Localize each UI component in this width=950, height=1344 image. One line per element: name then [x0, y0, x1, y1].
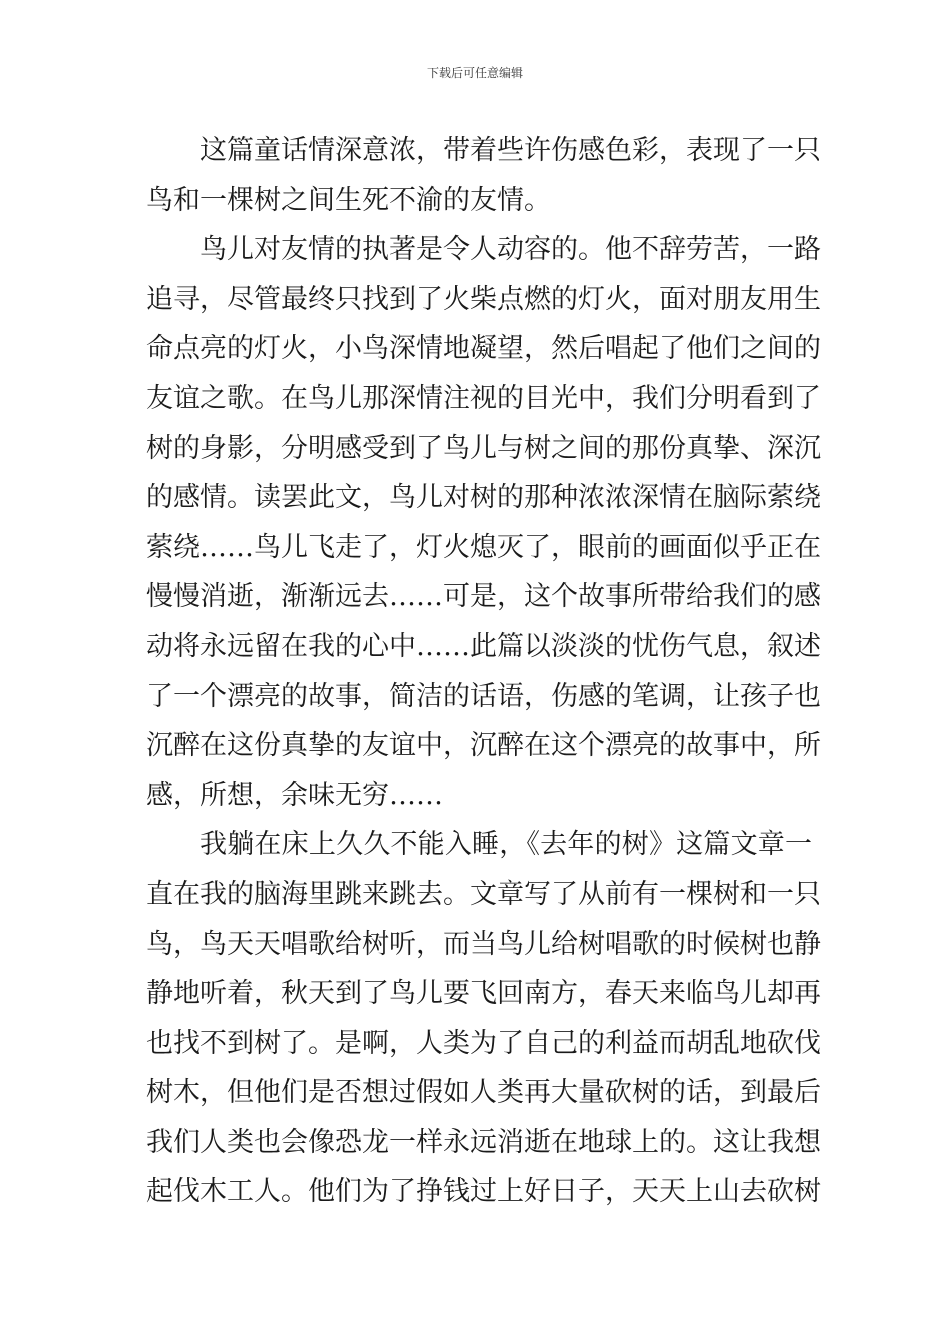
- page-header: 下载后可任意编辑: [426, 66, 523, 80]
- text-line: 树的身影，分明感受到了鸟儿与树之间的那份真挚、深沉: [146, 432, 821, 464]
- text-line: 友谊之歌。在鸟儿那深情注视的目光中，我们分明看到了: [146, 382, 821, 414]
- text-line: 鸟，鸟天天唱歌给树听，而当鸟儿给树唱歌的时候树也静: [146, 928, 821, 960]
- text-line: 萦绕……鸟儿飞走了，灯火熄灭了，眼前的画面似乎正在: [146, 531, 821, 563]
- text-line: 静地听着，秋天到了鸟儿要飞回南方，春天来临鸟儿却再: [146, 978, 821, 1010]
- text-line: 慢慢消逝，渐渐远去……可是，这个故事所带给我们的感: [146, 581, 821, 613]
- text-line: 树木，但他们是否想过假如人类再大量砍树的话，到最后: [146, 1077, 821, 1109]
- text-line: 起伐木工人。他们为了挣钱过上好日子，天天上山去砍树: [146, 1176, 821, 1208]
- paragraph-2: [146, 225, 821, 820]
- text-line: 直在我的脑海里跳来跳去。文章写了从前有一棵树和一只: [146, 878, 821, 910]
- document-body: [146, 126, 821, 1217]
- text-line: 了一个漂亮的故事，简洁的话语，伤感的笔调，让孩子也: [146, 680, 821, 712]
- text-line: 追寻，尽管最终只找到了火柴点燃的灯火，面对朋友用生: [146, 283, 821, 315]
- text-line: 感，所想，余味无穷……: [146, 779, 443, 811]
- text-line: 动将永远留在我的心中……此篇以淡淡的忧伤气息，叙述: [146, 630, 821, 662]
- text-line: 鸟儿对友情的执著是令人动容的。他不辞劳苦，一路: [200, 234, 821, 266]
- text-line: 鸟和一棵树之间生死不渝的友情。: [146, 184, 551, 216]
- text-line: 的感情。读罢此文，鸟儿对树的那种浓浓深情在脑际萦绕: [146, 482, 821, 514]
- text-line: 这篇童话情深意浓，带着些许伤感色彩，表现了一只: [200, 135, 821, 166]
- text-line: 沉醉在这份真挚的友谊中，沉醉在这个漂亮的故事中，所: [146, 730, 821, 762]
- text-line: 也找不到树了。是啊，人类为了自己的利益而胡乱地砍伐: [146, 1027, 821, 1059]
- paragraph-3: [146, 820, 821, 1217]
- text-line: 我们人类也会像恐龙一样永远消逝在地球上的。这让我想: [146, 1126, 821, 1158]
- paragraph-1: [146, 126, 821, 225]
- text-line: 我躺在床上久久不能入睡，《去年的树》这篇文章一: [200, 829, 812, 861]
- text-line: 命点亮的灯火，小鸟深情地凝望，然后唱起了他们之间的: [146, 333, 821, 365]
